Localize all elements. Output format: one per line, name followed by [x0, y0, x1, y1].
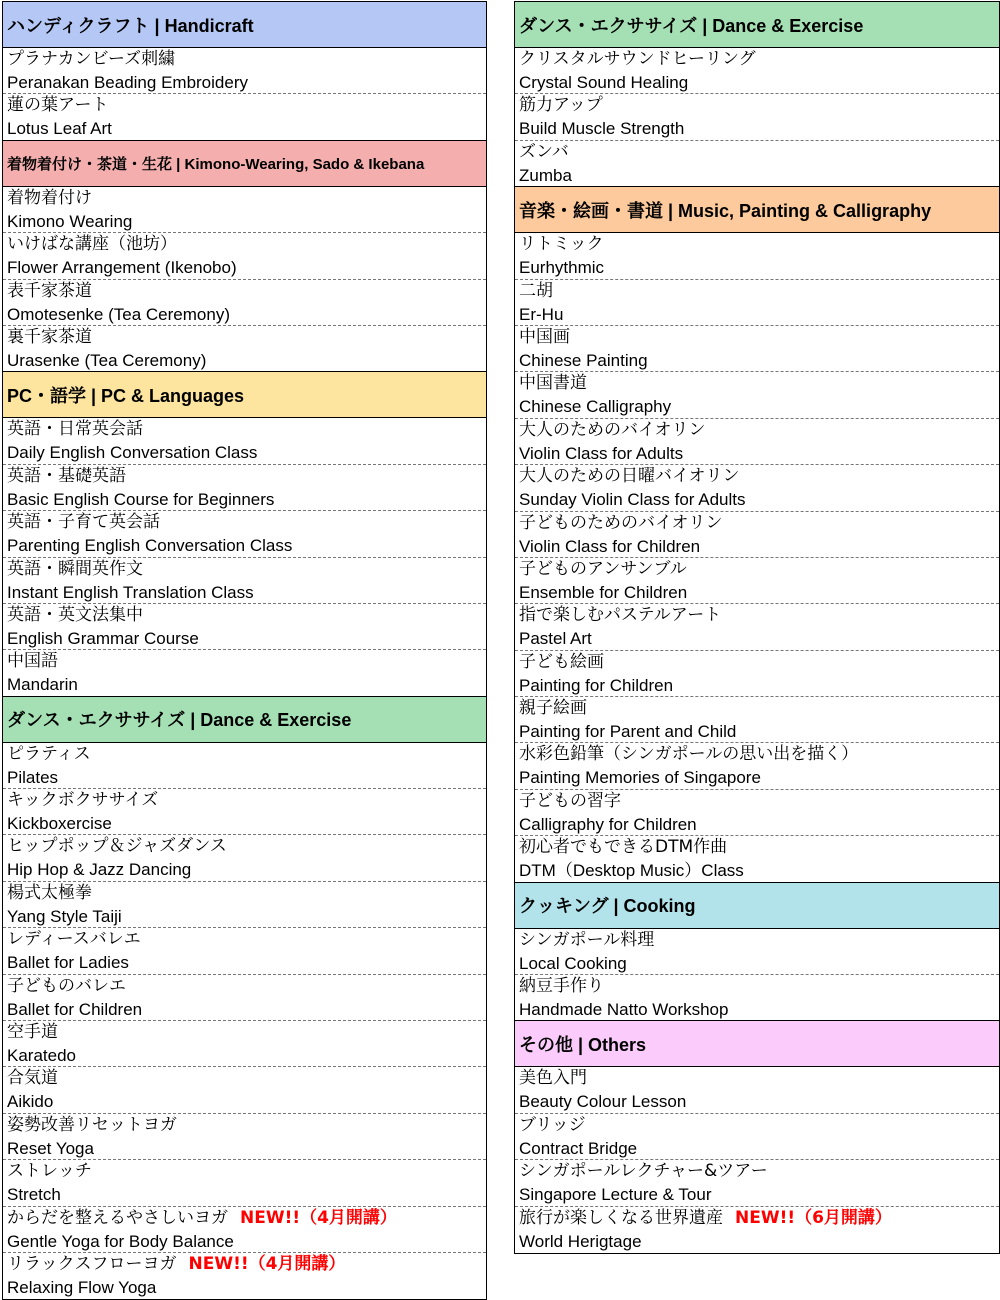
course-name-jp: [519, 1160, 999, 1183]
course-name-jp-text: ヒップポップ＆ジャズダンス: [7, 836, 227, 857]
course-item-crystal-sound-healing: [515, 48, 999, 94]
course-name-jp-text: 中国画: [519, 326, 570, 347]
course-name-en: Build Muscle Strength: [519, 119, 685, 139]
course-item-lotus-leaf-art: [3, 94, 486, 140]
course-item-instant-english-translation-class: [3, 558, 486, 604]
course-item-karatedo: [3, 1021, 486, 1067]
course-name-jp: [519, 419, 999, 442]
course-name-jp: [519, 280, 999, 303]
course-name-en: Urasenke (Tea Ceremony): [7, 350, 207, 370]
new-badge: NEW!!（6月開講）: [735, 1207, 892, 1228]
course-name-jp: [519, 975, 999, 998]
course-item-ballet-for-ladies: [3, 928, 486, 974]
section-header-handicraft: ハンディクラフト | Handicraft: [3, 2, 486, 48]
course-name-jp-text: ズンバ: [519, 141, 569, 162]
course-name-jp-text: リラックスフローヨガ: [7, 1253, 177, 1274]
course-item-er-hu: [515, 280, 999, 326]
course-name-jp: [7, 789, 486, 812]
course-name-jp: [519, 651, 999, 674]
course-item-pilates: [3, 743, 486, 789]
course-name-jp: [519, 929, 999, 952]
course-name-jp: [7, 975, 486, 998]
course-name-jp: [7, 1207, 486, 1230]
course-name-en: Omotesenke (Tea Ceremony): [7, 304, 230, 324]
course-name-jp-text: 子どものためのバイオリン: [519, 512, 723, 533]
course-item-basic-english-course-for-beginners: [3, 465, 486, 511]
course-item-stretch: [3, 1160, 486, 1206]
course-item-dtm-desktop-music-class: [515, 836, 999, 882]
course-item-yang-style-taiji: [3, 882, 486, 928]
course-name-jp-text: 着物着付け: [7, 187, 92, 208]
course-item-zumba: [515, 141, 999, 187]
course-item-ballet-for-children: [3, 975, 486, 1021]
section-header-kimono: 着物着付け・茶道・生花 | Kimono-Wearing, Sado & Ikebana: [3, 141, 486, 187]
course-name-jp: [519, 836, 999, 859]
course-name-jp-text: 英語・瞬間英作文: [7, 558, 143, 579]
course-item-chinese-calligraphy: [515, 372, 999, 418]
course-name-en: Calligraphy for Children: [519, 814, 697, 834]
course-name-jp-text: 英語・基礎英語: [7, 465, 126, 486]
course-name-en: Lotus Leaf Art: [7, 119, 112, 139]
course-name-en: Ballet for Children: [7, 999, 143, 1019]
course-name-jp-text: 表千家茶道: [7, 280, 92, 301]
course-name-jp-text: ブリッジ: [519, 1114, 586, 1135]
course-name-en: Kickboxercise: [7, 814, 112, 834]
course-name-jp-text: 親子絵画: [519, 698, 587, 719]
section-header-cooking: クッキング | Cooking: [515, 883, 999, 929]
course-name-en: Zumba: [519, 165, 572, 185]
course-name-jp: [7, 48, 486, 71]
course-name-jp: [519, 48, 999, 71]
course-name-jp: [7, 511, 486, 534]
course-item-violin-class-for-children: [515, 512, 999, 558]
course-name-jp-text: 水彩色鉛筆（シンガポールの思い出を描く）: [519, 744, 859, 765]
course-name-en: Painting for Children: [519, 675, 674, 695]
course-name-jp: [519, 790, 999, 813]
course-item-aikido: [3, 1067, 486, 1113]
course-name-jp-text: 英語・英文法集中: [7, 604, 143, 625]
section-header-pc_languages: PC・語学 | PC & Languages: [3, 372, 486, 418]
course-name-jp: [519, 743, 999, 766]
course-item-hip-hop-jazz-dancing: [3, 835, 486, 881]
course-item-local-cooking: [515, 929, 999, 975]
course-name-jp-text: 子どもの習字: [519, 790, 621, 811]
course-name-jp-text: 大人のためのバイオリン: [519, 419, 706, 440]
course-name-en: Painting Memories of Singapore: [519, 768, 761, 788]
course-name-jp: [7, 1160, 486, 1183]
course-name-jp-text: ピラティス: [7, 743, 91, 764]
course-name-jp: [519, 94, 999, 117]
course-name-en: Local Cooking: [519, 953, 627, 973]
course-name-en: Singapore Lecture & Tour: [519, 1185, 712, 1205]
course-name-en: Aikido: [7, 1092, 54, 1112]
course-name-jp: [7, 928, 486, 951]
course-item-build-muscle-strength: [515, 94, 999, 140]
course-name-en: Pilates: [7, 767, 59, 787]
course-item-violin-class-for-adults: [515, 419, 999, 465]
course-item-world-herigtage: [515, 1207, 999, 1253]
course-name-jp-text: クリスタルサウンドヒーリング: [519, 49, 756, 69]
course-name-en: Sunday Violin Class for Adults: [519, 490, 746, 510]
course-item-handmade-natto-workshop: [515, 975, 999, 1021]
course-name-en: Contract Bridge: [519, 1138, 638, 1158]
course-name-jp-text: 旅行が楽しくなる世界遺産: [519, 1207, 723, 1228]
course-name-jp-text: 納豆手作り: [519, 976, 604, 997]
course-name-jp: [519, 326, 999, 349]
course-item-calligraphy-for-children: [515, 790, 999, 836]
course-item-daily-english-conversation-class: [3, 418, 486, 464]
course-name-jp: [7, 1021, 486, 1044]
course-name-jp: [7, 558, 486, 581]
right-column: [514, 1, 1000, 1254]
course-name-jp-text: 中国語: [7, 651, 58, 672]
course-name-jp: [7, 650, 486, 673]
course-name-jp-text: いけばな講座（池坊）: [7, 234, 177, 255]
course-name-jp: [7, 604, 486, 627]
course-name-en: Basic English Course for Beginners: [7, 489, 275, 509]
course-name-jp-text: 子ども絵画: [519, 651, 604, 672]
course-name-jp: [7, 882, 486, 905]
course-name-jp: [7, 233, 486, 256]
course-name-jp: [519, 141, 999, 164]
course-name-en: Daily English Conversation Class: [7, 443, 258, 463]
course-name-jp-text: 子どものアンサンブル: [519, 558, 687, 579]
course-name-jp: [7, 280, 486, 303]
course-name-en: Violin Class for Adults: [519, 443, 684, 463]
course-item-painting-for-children: [515, 651, 999, 697]
new-badge: NEW!!（4月開講）: [188, 1253, 346, 1274]
course-name-jp-text: 初心者でもできるDTM作曲: [519, 837, 728, 858]
course-item-singapore-lecture-tour: [515, 1160, 999, 1206]
course-item-kimono-wearing: [3, 187, 486, 233]
course-name-jp-text: 大人のための日曜バイオリン: [519, 466, 740, 487]
course-name-en: Pastel Art: [519, 629, 592, 649]
course-item-urasenke-tea-ceremony: [3, 326, 486, 372]
course-name-jp: [519, 558, 999, 581]
course-item-beauty-colour-lesson: [515, 1067, 999, 1113]
course-name-jp-text: 英語・子育て英会話: [7, 512, 160, 533]
new-badge: NEW!!（4月開講）: [240, 1207, 397, 1228]
course-name-jp: [519, 604, 999, 627]
course-name-en: Instant English Translation Class: [7, 582, 254, 602]
course-name-jp-text: プラナカンビーズ刺繍: [7, 49, 176, 69]
course-item-pastel-art: [515, 604, 999, 650]
course-item-peranakan-beading-embroidery: [3, 48, 486, 94]
section-header-others: その他 | Others: [515, 1021, 999, 1067]
course-name-jp-text: からだを整えるやさしいヨガ: [7, 1207, 228, 1228]
course-item-flower-arrangement-ikenobo: [3, 233, 486, 279]
course-item-painting-for-parent-and-child: [515, 697, 999, 743]
course-item-gentle-yoga-for-body-balance: [3, 1207, 486, 1253]
course-name-jp-text: レディースバレエ: [7, 929, 141, 950]
course-name-en: Karatedo: [7, 1046, 76, 1066]
course-name-jp: [7, 1253, 486, 1276]
course-item-sunday-violin-class-for-adults: [515, 465, 999, 511]
course-name-en: Eurhythmic: [519, 258, 605, 278]
course-item-painting-memories-of-singapore: [515, 743, 999, 789]
course-item-omotesenke-tea-ceremony: [3, 280, 486, 326]
course-name-en: DTM（Desktop Music）Class: [519, 861, 744, 881]
course-name-jp: [7, 326, 486, 349]
course-name-jp-text: キックボクササイズ: [7, 790, 159, 811]
course-name-en: Stretch: [7, 1185, 61, 1205]
course-name-en: Chinese Painting: [519, 350, 648, 370]
course-name-en: Reset Yoga: [7, 1138, 94, 1158]
course-name-jp: [519, 1067, 999, 1090]
course-name-jp: [7, 1114, 486, 1137]
course-item-relaxing-flow-yoga: [3, 1253, 486, 1299]
course-name-jp-text: 美色入門: [519, 1068, 587, 1089]
course-name-en: Flower Arrangement (Ikenobo): [7, 258, 237, 278]
course-name-jp-text: 指で楽しむパステルアート: [519, 605, 722, 626]
section-header-dance: ダンス・エクササイズ | Dance & Exercise: [3, 697, 486, 743]
course-name-jp-text: 合気道: [7, 1068, 58, 1089]
course-name-jp: [519, 372, 999, 395]
course-item-kickboxercise: [3, 789, 486, 835]
course-name-en: English Grammar Course: [7, 628, 199, 648]
course-name-jp-text: シンガポールレクチャー&ツアー: [519, 1161, 768, 1182]
course-name-en: Parenting English Conversation Class: [7, 536, 293, 556]
course-name-jp: [519, 1114, 999, 1137]
course-name-jp: [7, 187, 486, 210]
course-name-jp-text: 裏千家茶道: [7, 326, 92, 347]
course-name-en: Relaxing Flow Yoga: [7, 1277, 157, 1297]
course-name-jp-text: 子どものバレエ: [7, 975, 126, 996]
course-name-en: Crystal Sound Healing: [519, 73, 689, 92]
course-name-en: Ensemble for Children: [519, 582, 688, 602]
course-name-en: Er-Hu: [519, 304, 564, 324]
course-name-en: World Herigtage: [519, 1231, 642, 1251]
course-name-en: Beauty Colour Lesson: [519, 1092, 687, 1112]
course-name-en: Yang Style Taiji: [7, 906, 122, 926]
course-name-en: Painting for Parent and Child: [519, 722, 737, 742]
course-name-jp: [7, 418, 486, 441]
course-item-contract-bridge: [515, 1114, 999, 1160]
course-item-chinese-painting: [515, 326, 999, 372]
course-name-jp-text: 二胡: [519, 280, 553, 301]
course-name-jp: [519, 1207, 999, 1230]
course-name-jp: [7, 465, 486, 488]
section-header-dance: ダンス・エクササイズ | Dance & Exercise: [515, 2, 999, 48]
course-item-parenting-english-conversation-class: [3, 511, 486, 557]
course-name-jp: [519, 465, 999, 488]
course-item-english-grammar-course: [3, 604, 486, 650]
course-name-jp: [519, 512, 999, 535]
course-name-en: Mandarin: [7, 675, 78, 695]
course-name-jp: [7, 94, 486, 117]
course-name-jp-text: 姿勢改善リセットヨガ: [7, 1114, 177, 1135]
course-name-jp: [519, 697, 999, 720]
course-name-en: Hip Hop & Jazz Dancing: [7, 860, 192, 880]
course-name-en: Peranakan Beading Embroidery: [7, 73, 248, 92]
course-item-mandarin: [3, 650, 486, 696]
course-name-en: Ballet for Ladies: [7, 953, 129, 973]
course-name-jp-text: シンガポール料理: [519, 929, 655, 950]
course-name-jp: [7, 835, 486, 858]
course-name-jp-text: 蓮の葉アート: [7, 95, 109, 116]
course-name-jp: [519, 233, 999, 256]
course-name-jp: [7, 743, 486, 766]
section-header-music: 音楽・絵画・書道 | Music, Painting & Calligraphy: [515, 187, 999, 233]
course-name-jp-text: リトミック: [519, 234, 604, 255]
course-name-en: Gentle Yoga for Body Balance: [7, 1231, 234, 1251]
course-name-en: Chinese Calligraphy: [519, 397, 672, 417]
course-name-jp-text: 楊式太極拳: [7, 882, 92, 903]
course-item-reset-yoga: [3, 1114, 486, 1160]
left-column: [2, 1, 487, 1300]
course-name-en: Violin Class for Children: [519, 536, 701, 556]
course-name-jp: [7, 1067, 486, 1090]
course-name-jp-text: 空手道: [7, 1022, 58, 1043]
course-name-jp-text: 中国書道: [519, 373, 587, 394]
course-name-jp-text: 英語・日常英会話: [7, 419, 143, 440]
course-name-en: Kimono Wearing: [7, 211, 133, 231]
course-name-en: Handmade Natto Workshop: [519, 1000, 729, 1020]
course-item-eurhythmic: [515, 233, 999, 279]
course-name-jp-text: ストレッチ: [7, 1161, 92, 1182]
course-item-ensemble-for-children: [515, 558, 999, 604]
course-name-jp-text: 筋力アップ: [519, 95, 603, 116]
